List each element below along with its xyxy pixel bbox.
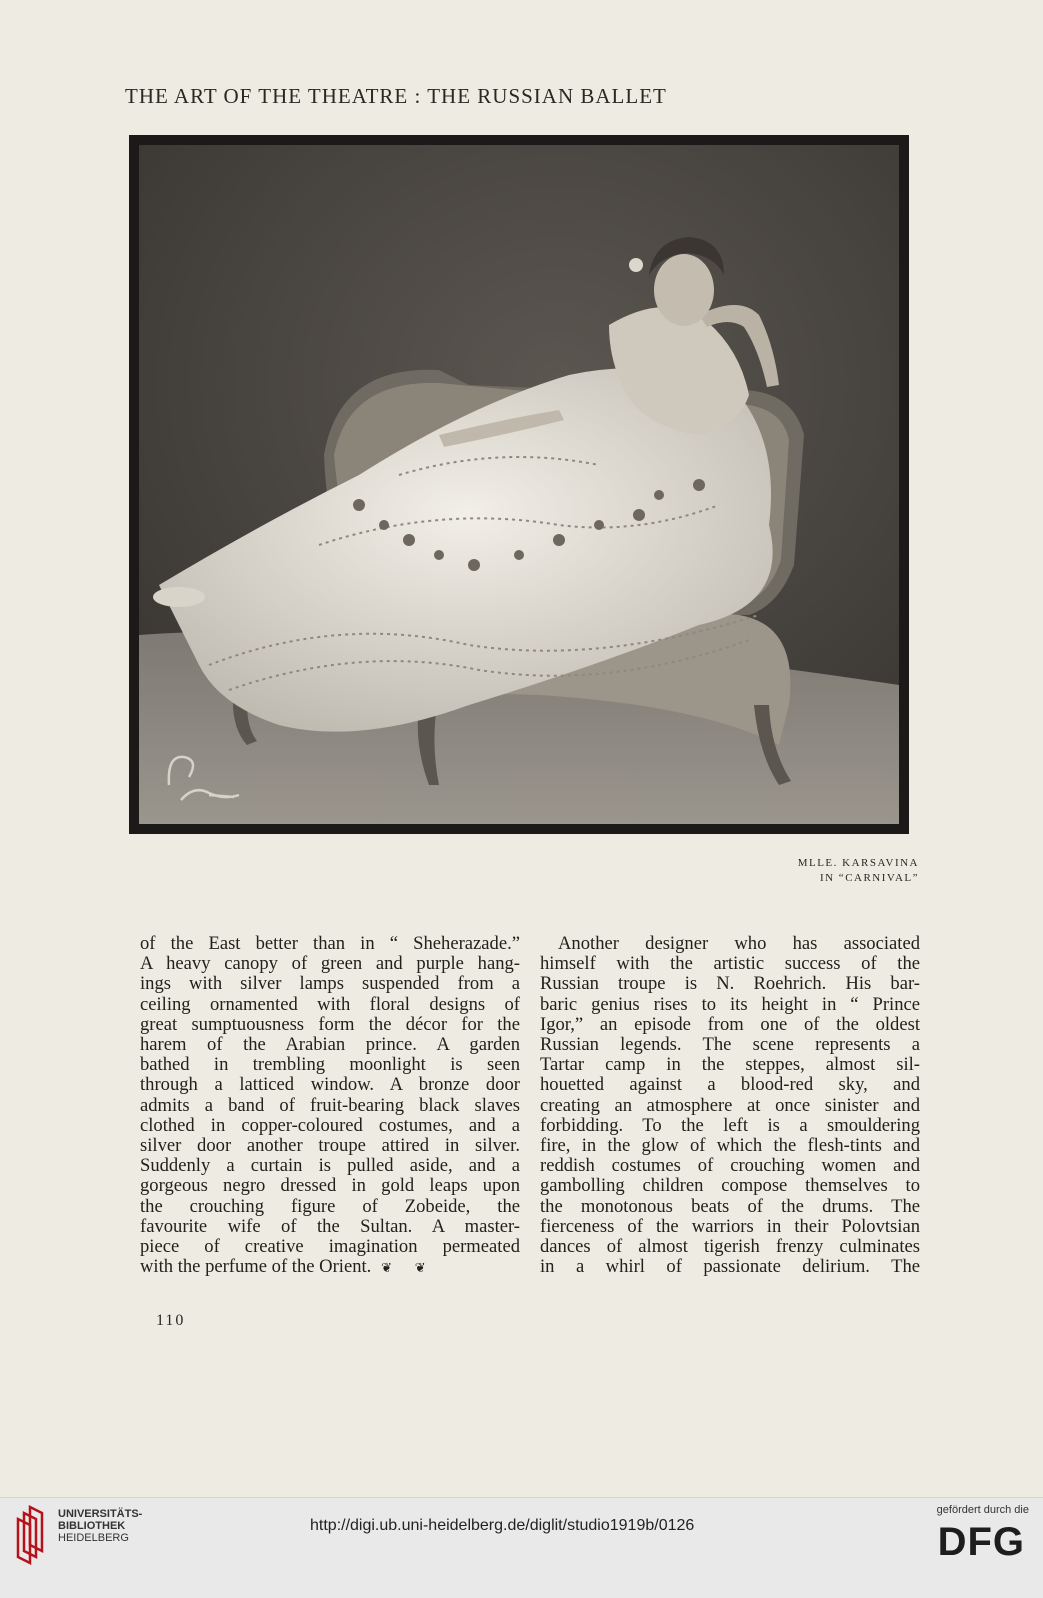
text-line: of the East better than in “ Sheherazade.”	[140, 933, 520, 954]
text-line: great sumptuousness form the décor for the	[140, 1013, 520, 1035]
left-text-column	[140, 934, 520, 1278]
text-line: in a whirl of passionate delirium. The	[540, 1256, 920, 1278]
funding-label: gefördert durch die	[936, 1504, 1029, 1516]
text-line: clothed in copper-coloured costumes, and a	[140, 1114, 520, 1136]
page-number: 110	[156, 1312, 186, 1329]
text-line: Tartar camp in the steppes, almost sil-	[540, 1054, 920, 1076]
text-line: Another designer who has associated	[558, 933, 920, 954]
photo-frame	[129, 135, 909, 834]
library-name-line: BIBLIOTHEK	[58, 1520, 126, 1532]
text-line: gorgeous negro dressed in gold leaps upon	[140, 1175, 520, 1197]
text-line: with the perfume of the Orient.	[140, 1256, 372, 1278]
text-line-final	[140, 1257, 520, 1278]
text-line: the monotonous beats of the drums. The	[540, 1195, 920, 1217]
library-name-line: HEIDELBERG	[58, 1532, 129, 1544]
text-line: the crouching figure of Zobeide, the	[140, 1195, 520, 1217]
text-line: Russian legends. The scene represents a	[540, 1034, 920, 1056]
text-line: Igor,” an episode from one of the oldest	[540, 1013, 920, 1035]
text-line: A heavy canopy of green and purple hang-	[140, 953, 520, 975]
running-head: THE ART OF THE THEATRE : THE RUSSIAN BALLET	[125, 84, 667, 108]
text-line: baric genius rises to its height in “ Prince	[540, 993, 920, 1015]
text-line: silver door another troupe attired in silver.	[140, 1135, 520, 1157]
text-line: creating an atmosphere at once sinister and	[540, 1094, 920, 1116]
library-name-line: UNIVERSITÄTS-	[58, 1508, 143, 1520]
photo-caption	[798, 856, 919, 886]
text-line: reddish costumes of crouching women and	[540, 1155, 920, 1177]
text-line: gambolling children compose themselves to	[540, 1175, 920, 1197]
text-line: dances of almost tigerish frenzy culminates	[540, 1236, 920, 1258]
text-line: Russian troupe is N. Roehrich. His bar-	[540, 973, 920, 995]
caption-line: IN “CARNIVAL”	[819, 872, 919, 884]
leaf-ornament-icon: ❦ ❦	[371, 1260, 426, 1276]
dfg-logo: DFG	[937, 1520, 1025, 1564]
permalink-url[interactable]: http://digi.ub.uni-heidelberg.de/diglit/studio1919b/0126	[310, 1517, 695, 1534]
text-line: bathed in trembling moonlight is seen	[140, 1054, 520, 1076]
text-line: harem of the Arabian prince. A garden	[140, 1034, 520, 1056]
library-name	[58, 1508, 142, 1544]
right-text-column	[540, 934, 920, 1277]
text-line: forbidding. To the left is a smouldering	[540, 1114, 920, 1136]
viewer-footer	[0, 1497, 1043, 1598]
text-line: fierceness of the warriors in their Polovtsian	[540, 1215, 920, 1237]
text-line: admits a band of fruit-bearing black slaves	[140, 1094, 520, 1116]
karsavina-photograph	[139, 145, 899, 824]
text-line: favourite wife of the Sultan. A master-	[140, 1215, 520, 1237]
text-line: ings with silver lamps suspended from a	[140, 973, 520, 995]
text-line: piece of creative imagination permeated	[140, 1236, 520, 1258]
university-library-logo-icon	[12, 1505, 50, 1565]
text-line: ceiling ornamented with floral designs of	[140, 993, 520, 1015]
text-line: fire, in the glow of which the flesh-tints and	[540, 1135, 920, 1157]
text-line: himself with the artistic success of the	[540, 953, 920, 975]
caption-line: MLLE. KARSAVINA	[797, 857, 919, 869]
text-line: through a latticed window. A bronze door	[140, 1074, 520, 1096]
text-line: houetted against a blood-red sky, and	[540, 1074, 920, 1096]
text-line: Suddenly a curtain is pulled aside, and a	[140, 1155, 520, 1177]
